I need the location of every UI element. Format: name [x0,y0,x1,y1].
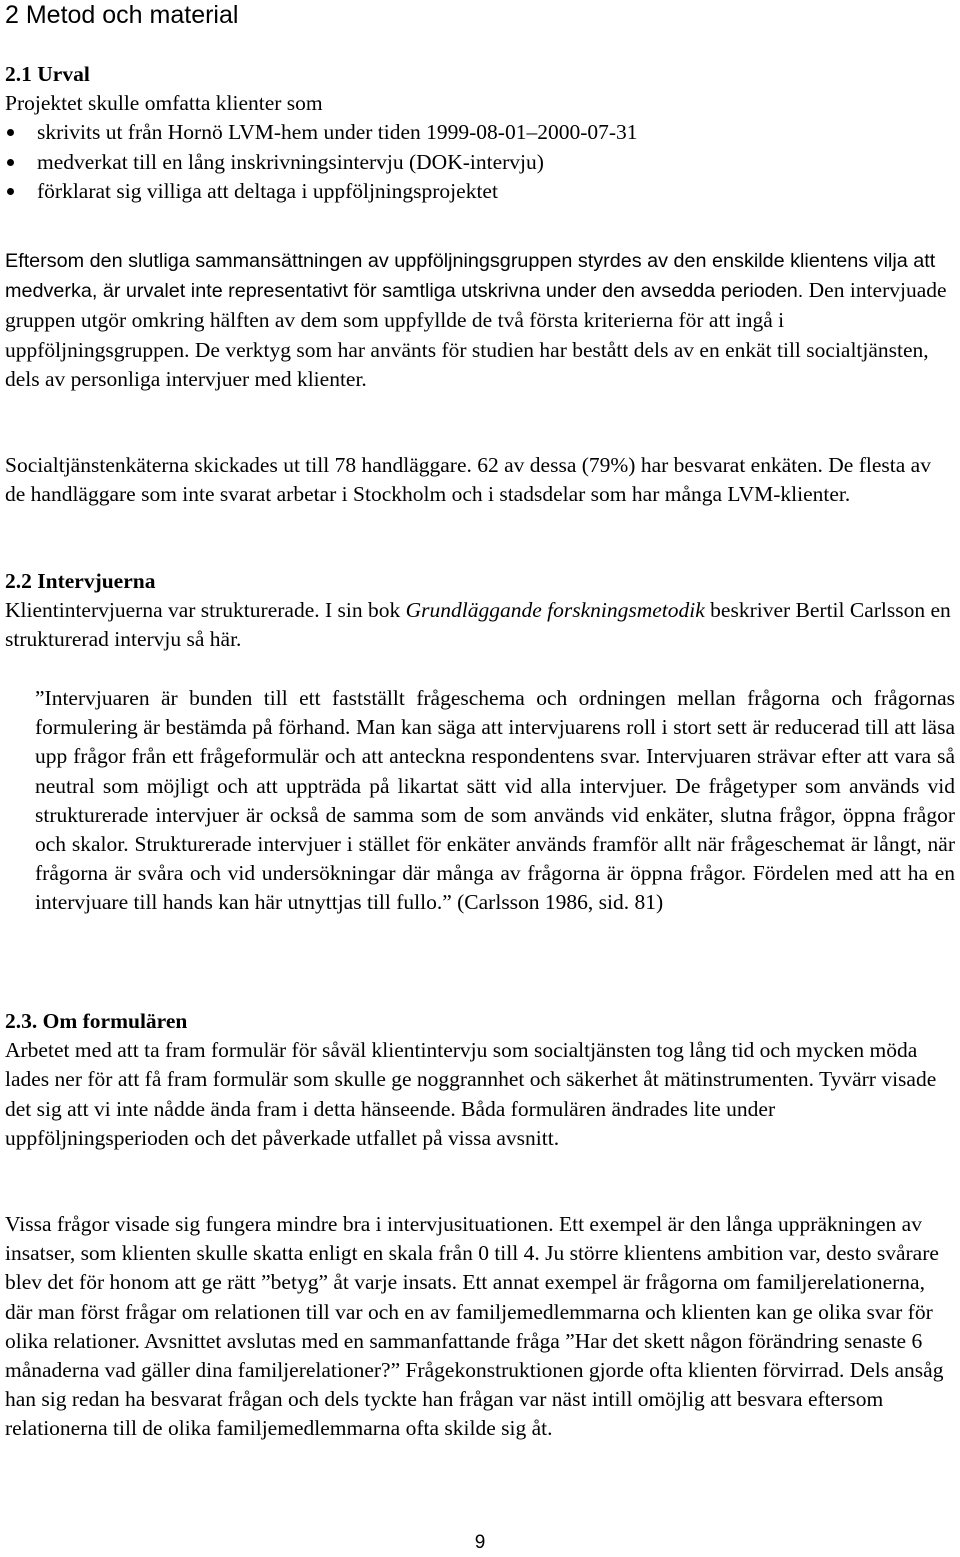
section-title-formularen: 2.3. Om formulären [5,1009,188,1033]
book-title: Grundläggande forskningsmetodik [405,598,705,623]
paragraph-questions-text: Vissa frågor visade sig fungera mindre bra i intervjusituationen. Ett exempel är den långa uppräkningen av insatser, som klienten skulle skatta enligt en skala från 0 till 4. Ju större klientens ambition var, desto svårare blev det för honom att ge rätt ”betyg” åt varje insats. Ett annat exempel är frågorna om familjerelationerna, där man först frågar om relationen till var och en av familjemedlemmarna och klienten kan ge olika svar för olika relationer. Avsnittet avslutas med en sammanfattande fråga ”Har det skett någon förändring senaste 6 månaderna vad gäller dina familjerelationer?” Frågekonstruktionen gjorde ofta klienten förvirrad. Dels ansåg han sig redan ha besvarat frågan och dels tyckte han frågan var näst intill omöjlig att besvara eftersom relationerna till de olika familjemedlemmarna ofta skilde sig åt. [5,1212,944,1441]
urval-intro: Projektet skulle omfatta klienter som [5,91,323,116]
paragraph-text: beskriver Bertil Carlsson en strukturerad intervju så här. [5,598,951,652]
page-number: 9 [474,1532,486,1553]
block-quote [5,684,960,918]
paragraph-formularen: Arbetet med att ta fram formulär för såväl klientintervju som socialtjänsten tog lång tid och mycken möda lades ner för att få fram formulär som skulle ge noggrannhet och säkerhet åt mätinstrumenten. Tyvärr visade det sig att vi inte nådde ända fram i detta hänseende. Båda formulären ändrades lite under uppföljningsperioden och det påverkade utfallet på vissa avsnitt. [5,1038,937,1150]
quote-text: ”Intervjuaren är bunden till ett fastställt frågeschema och ordningen mellan frågorna och frågornas formulering är bestämda på förhand. Man kan säga att intervjuarens roll i stort sett är reducerad till att läsa upp frågor från ett frågeformulär och att anteckna respondentens svar. Intervjuaren strävar efter att vara så neutral som möjligt och att uppträda på likartat sätt vid alla intervjuer. De frågetyper som används vid strukturerade intervjuer är också de samma som de som används vid enkäter, slutna frågor, öppna frågor och skalor. Strukturerade intervjuer i stället för enkäter används framför allt när frågeschemat är långt, när frågorna är svåra och vid undersökningar där många av frågorna är öppna frågor. Fördelen med att ha en intervjuare till hands kan här utnyttjas till fullo.” (Carlsson 1986, sid. 81) [35,686,955,915]
paragraph-survey [5,451,955,509]
bullet-icon [7,129,14,136]
chapter-heading: 2 Metod och material [5,1,239,29]
section-title-intervjuerna: 2.2 Intervjuerna [5,569,156,593]
section-title-urval: 2.1 Urval [5,62,90,86]
list-item [5,177,955,206]
paragraph-questions [5,1210,955,1444]
list-item-text: förklarat sig villiga att deltaga i uppföljningsprojektet [37,178,498,203]
criteria-list [5,118,955,206]
section-intervjuerna [5,567,955,655]
paragraph-selection [5,246,955,394]
list-item [5,118,955,147]
list-item-text: medverkat till en lång inskrivningsintervju (DOK-intervju) [37,149,544,174]
paragraph-serif-text: Den intervjuade gruppen utgör omkring hälften av dem som uppfyllde de två första kriterierna för att ingå i uppföljningsgruppen. De verktyg som har använts för studien har bestått dels av en enkät till socialtjänsten, dels av personliga intervjuer med klienter. [5,278,947,391]
paragraph-sans-text: Eftersom den slutliga sammansättningen av uppföljningsgruppen styrdes av den enskilde klientens vilja att medverka, är urvalet inte representativt för samtliga utskrivna under den avsedda perioden. [5,250,936,303]
paragraph-survey-text: Socialtjänstenkäterna skickades ut till 78 handläggare. 62 av dessa (79%) har besvarat enkäten. De flesta av de handläggare som inte svarat arbetar i Stockholm och i stadsdelar som har många LVM-klienter. [5,453,931,507]
list-item-text: skrivits ut från Hornö LVM-hem under tiden 1999-08-01–2000-07-31 [37,120,638,145]
section-formularen [5,1007,955,1153]
section-urval [5,60,955,206]
bullet-icon [7,159,14,166]
paragraph-intervjuerna [5,596,955,654]
list-item [5,148,955,177]
paragraph-text: Klientintervjuerna var strukturerade. I sin bok [5,598,406,623]
bullet-icon [7,188,14,195]
